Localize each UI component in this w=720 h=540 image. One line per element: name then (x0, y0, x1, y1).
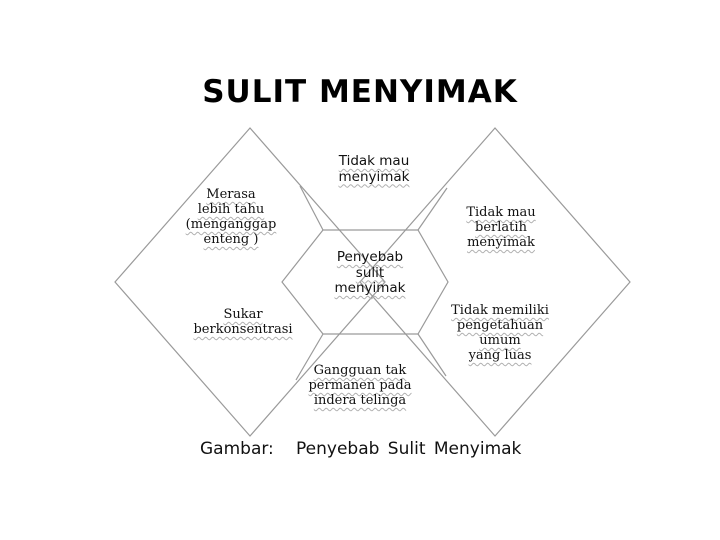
cause-top-right-label: Tidak mau berlatih menyimak (466, 205, 536, 250)
center-label: Penyebab sulit menyimak (334, 249, 406, 297)
cause-top-left-label: Merasa lebih tahu (menganggap enteng ) (185, 187, 277, 247)
diagram-title: SULIT MENYIMAK (202, 74, 518, 110)
cause-bottom-left-label: Sukar berkonsentrasi (193, 307, 293, 337)
cause-top-label: Tidak mau menyimak (338, 153, 410, 185)
caption-text: Penyebab Sulit Menyimak (296, 439, 522, 459)
cause-bottom-label: Gangguan tak permanen pada indera telinga (308, 363, 412, 408)
cause-bottom-right-label: Tidak memiliki pengetahuan umum yang luas (451, 303, 549, 363)
caption-label: Gambar: (200, 439, 274, 459)
